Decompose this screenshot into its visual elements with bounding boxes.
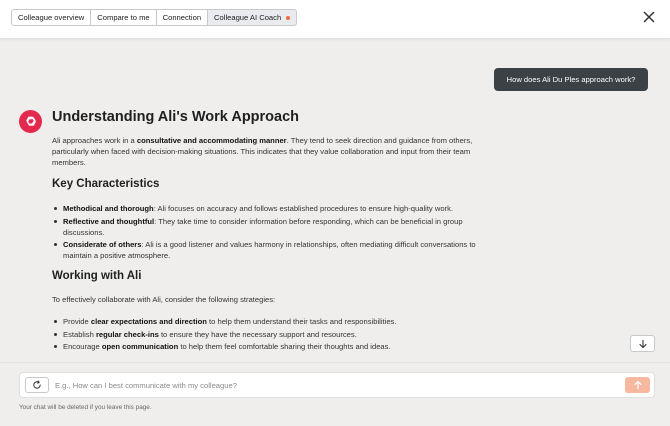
list-item (63, 341, 503, 352)
list-item-bold: Methodical and thorough (63, 204, 154, 213)
tab-label: Colleague AI Coach (214, 13, 282, 22)
list-item-bold: clear expectations and direction (90, 317, 207, 326)
list-item-text: to help them feel comfortable sharing their thoughts and ideas. (178, 342, 391, 351)
list-item-bold: Reflective and thoughtful (63, 216, 155, 226)
chat-deletion-note: Your chat will be deleted if you leave this page. (19, 404, 152, 411)
tab-label: Colleague overview (18, 13, 85, 22)
openai-logo-icon (23, 114, 38, 129)
tab-compare-to-me[interactable] (90, 9, 156, 26)
section-heading-working-with-ali: Working with Ali (52, 270, 142, 282)
send-button[interactable] (625, 377, 650, 393)
list-item-text: Encourage (63, 342, 102, 351)
list-item (63, 216, 503, 238)
list-item-bold: Considerate of others (63, 240, 142, 250)
new-indicator-dot (286, 16, 290, 20)
close-icon (642, 10, 656, 24)
answer-title: Understanding Ali's Work Approach (52, 109, 300, 125)
assistant-avatar (19, 110, 42, 133)
list-item-text: to ensure they have the necessary support and resources. (158, 329, 357, 339)
tab-colleague-ai-coach[interactable] (207, 9, 297, 26)
working-strategies-list (52, 316, 503, 354)
list-item-text: to help them understand their tasks and responsibilities. (206, 317, 397, 326)
arrow-down-icon (638, 339, 648, 349)
list-item (63, 316, 503, 327)
top-bar (0, 0, 670, 39)
list-item-text: : Ali focuses on accuracy and follows established procedures to ensure high-quality work. (153, 204, 453, 213)
user-message-text: How does Ali Du Ples approach work? (506, 75, 636, 84)
tab-label: Connection (162, 13, 202, 22)
tab-colleague-overview[interactable] (11, 9, 91, 26)
scroll-to-bottom-button[interactable] (630, 335, 655, 352)
tab-label: Compare to me (97, 13, 150, 22)
key-characteristics-list (52, 203, 503, 263)
arrow-up-icon (633, 380, 643, 390)
list-item (63, 329, 503, 340)
list-item-text: : Ali is a good listener and values harmony in relationships, often mediating difficult conversations to maintain a positive atmosphere. (63, 240, 476, 261)
list-item-text: Provide (63, 317, 91, 326)
close-button[interactable] (642, 10, 656, 24)
intro-bold: consultative and accommodating manner (136, 136, 287, 145)
tab-connection[interactable] (156, 9, 208, 26)
user-message-bubble (494, 68, 648, 91)
list-item-bold: regular check-ins (95, 329, 159, 339)
list-item-bold: open communication (101, 342, 179, 351)
section-heading-key-characteristics: Key Characteristics (52, 178, 160, 190)
refresh-icon (32, 380, 42, 390)
list-item-text: : They take time to consider information before responding, which can be beneficial in group discussions. (63, 216, 463, 237)
list-item (63, 203, 503, 214)
list-item (63, 239, 503, 261)
chat-input[interactable] (55, 378, 605, 392)
intro-text: Ali approaches work in a (52, 136, 137, 145)
assistant-answer (52, 108, 502, 351)
tab-bar (11, 9, 296, 26)
working-intro-paragraph: To effectively collaborate with Ali, consider the following strategies: (52, 295, 276, 304)
list-item-text: Establish (63, 329, 96, 339)
intro-text: . They tend to seek direction and guidance from others, particularly when faced with decision-making situations. This indicates that they value collaboration and input from their team members. (52, 136, 473, 168)
reset-chat-button[interactable] (25, 377, 49, 393)
answer-intro-paragraph (52, 135, 492, 169)
chat-input-bar (19, 372, 655, 398)
